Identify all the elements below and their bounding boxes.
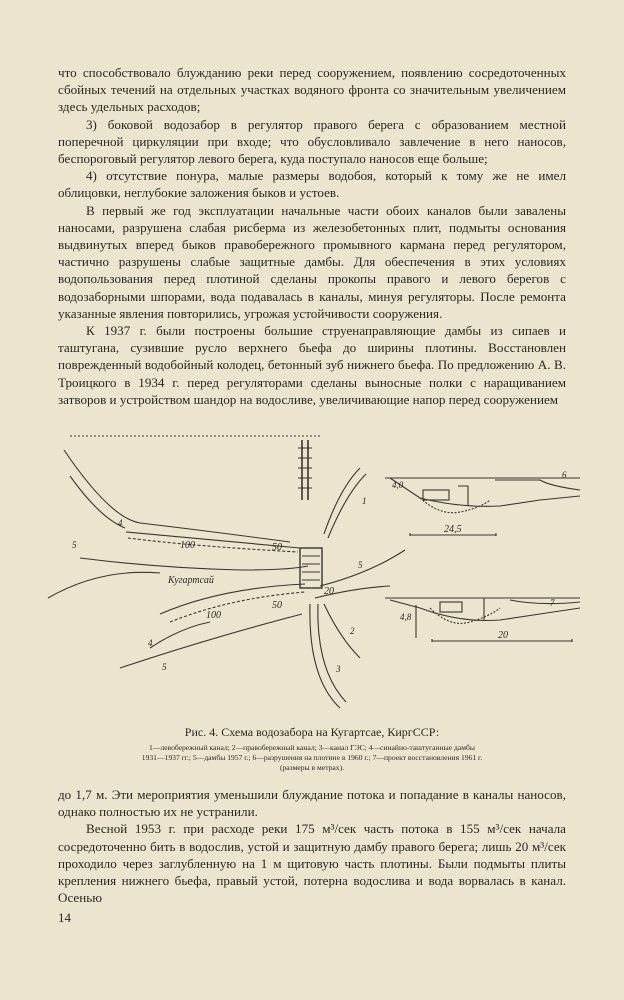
label-7: 7 <box>550 598 555 608</box>
body-text-top <box>58 64 566 408</box>
figure-caption <box>56 724 568 773</box>
caption-legend <box>56 743 568 773</box>
caption-legend-line: 1—левобережный канал; 2—правобережный канал; 3—канал ГЭС; 4—синайно-таштуганные дамбы <box>148 743 476 752</box>
paragraph: К 1937 г. были построены большие струенаправляющие дамбы из сипаев и таштугана, сузившие русло верхнего бьефа до ширины плотины. Восстановлен поврежденный водобойный колодец, бетонный зуб нижнего бьефа. По предложению А. В. Троицкого в 1934 г. перед регуляторами сделаны выносные полки с наращиванием затворов и устройством шандор на водосливе, увеличивающие напор перед сооружением <box>58 323 566 407</box>
dim-20-channel: 20 <box>324 586 334 597</box>
intake-scheme-figure <box>40 408 580 718</box>
caption-legend-line: 1931—1937 гг.; 5—дамбы 1957 г.; 6—разрушения на плотине в 1960 г.; 7—проект восстановления 1961 г. <box>141 753 483 762</box>
river-label: Кугартсай <box>168 575 214 586</box>
paragraph: Весной 1953 г. при расходе реки 175 м³/сек часть потока в 155 м³/сек начала сосредоточенно бить в водослив, устой и защитную дамбу правого берега; лишь 20 м³/сек проходило через заглубленную на 1 м щитовую часть плотины. Были подмыты плиты крепления нижнего бьефа, правый устой, потерна водослива и вода ворвалась в канал. Осенью <box>58 821 566 906</box>
dim-100-top: 100 <box>180 540 195 551</box>
paragraph: 4) отсутствие понура, малые размеры водобоя, который к тому же не имел облицовки, неглубокие заложения быков и устоев. <box>58 168 566 201</box>
body-text-bottom <box>58 786 566 906</box>
label-3: 3 <box>336 664 341 674</box>
dim-20-section: 20 <box>498 630 508 641</box>
label-4a: 4 <box>118 518 123 528</box>
dim-4-8: 4,8 <box>400 612 412 622</box>
paragraph: В первый же год эксплуатации начальные части обоих каналов были завалены наносами, разрушена слабая рисберма из железобетонных плит, подмыты основания выдвинутых вперед быков правобережного промывного кармана перед регулятором, частично разрушены слабые защитные дамбы. Для обеспечения в этих условиях водопользования перед плотиной сделаны прокопы правого и левого берегов с водозаборными шпорами, вода подавалась в каналы, минуя регуляторы. После ремонта указанные явления повторились, угрожая устойчивости сооружения. <box>58 202 566 321</box>
label-2: 2 <box>350 626 355 636</box>
label-5a: 5 <box>72 540 77 550</box>
dim-50-bottom: 50 <box>272 600 282 611</box>
dim-100-bottom: 100 <box>206 610 221 621</box>
label-6: 6 <box>562 470 567 480</box>
dim-50-top: 50 <box>272 542 282 553</box>
dim-4-0: 4,0 <box>392 480 404 490</box>
label-1: 1 <box>362 496 367 506</box>
paragraph: 3) боковой водозабор в регулятор правого берега с образованием местной поперечной циркуляции при входе; что обусловливало завлечение в него наносов, беспороговый регулятор левого берега, куда поступало наносов еще больше; <box>58 116 566 167</box>
caption-legend-line: (размеры в метрах). <box>279 763 345 772</box>
label-4b: 4 <box>148 638 153 648</box>
paragraph: что способствовало блужданию реки перед сооружением, появлению сосредоточенных сбойных течений на отдельных участках водяного фронта со значительным увеличением здесь удельных расходов; <box>58 65 566 115</box>
paragraph: до 1,7 м. Эти мероприятия уменьшили блуждание потока и попадание в каналы наносов, однако полностью их не устранили. <box>58 787 566 820</box>
dim-24-5: 24,5 <box>444 524 462 535</box>
page-number: 14 <box>58 910 71 925</box>
label-5c: 5 <box>358 560 363 570</box>
caption-title: Рис. 4. Схема водозабора на Кугартсае, КиргССР: <box>184 725 440 739</box>
label-5b: 5 <box>162 662 167 672</box>
